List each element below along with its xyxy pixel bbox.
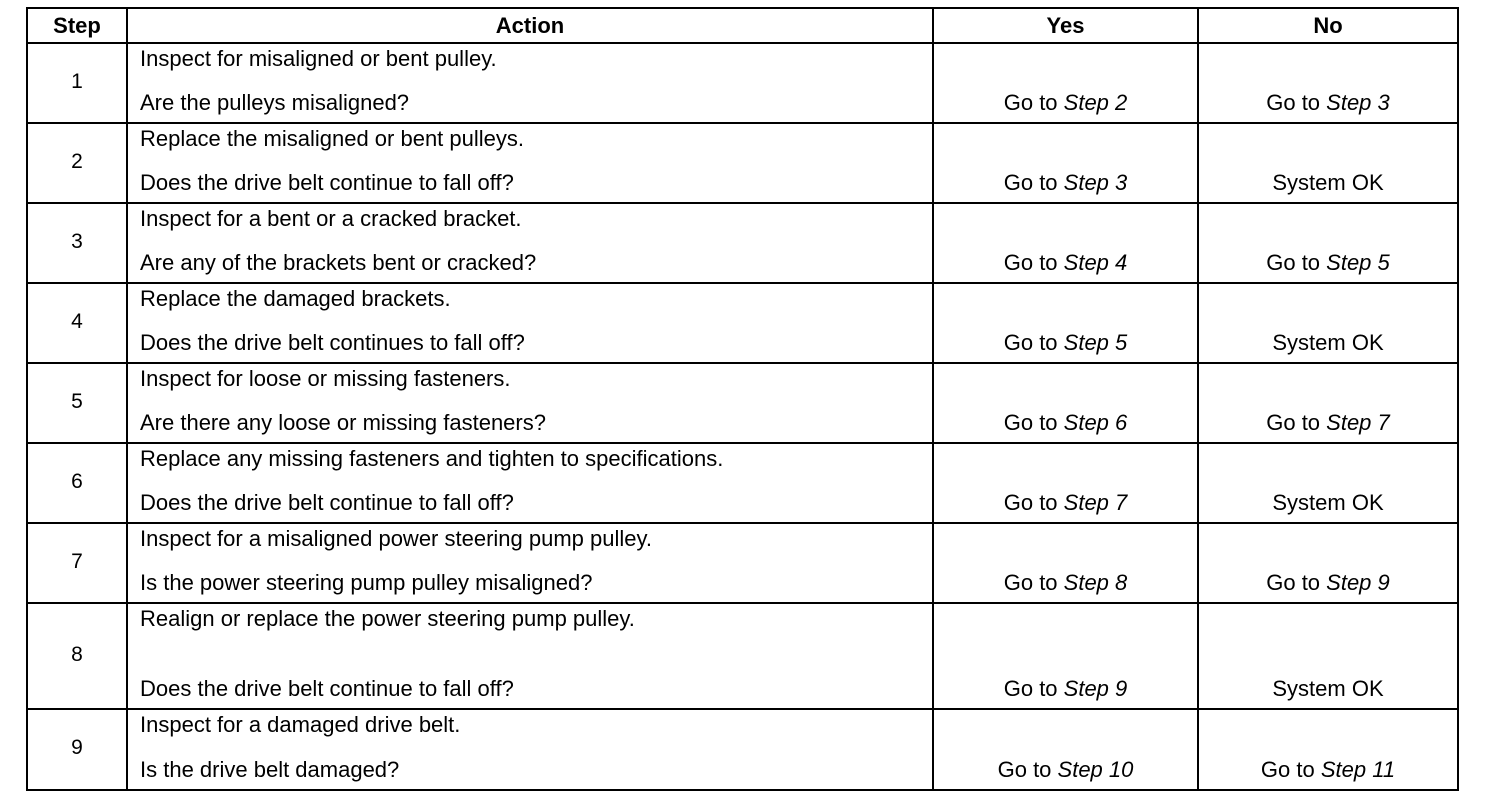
action-instruction: Realign or replace the power steering pump pulley. xyxy=(140,606,635,631)
table-row xyxy=(27,603,1458,709)
action-question: Does the drive belt continue to fall off? xyxy=(140,170,514,195)
step-number: 8 xyxy=(27,603,127,709)
header-yes: Yes xyxy=(933,8,1198,43)
no-target: Step 11 xyxy=(1320,757,1396,782)
action-question: Are any of the brackets bent or cracked? xyxy=(140,250,537,275)
yes-target: Step 4 xyxy=(1063,250,1128,275)
table-row xyxy=(27,203,1458,283)
yes-cell xyxy=(933,363,1198,443)
action-cell xyxy=(127,203,933,283)
goto-prefix: Go to xyxy=(1003,90,1064,115)
action-instruction: Inspect for a bent or a cracked bracket. xyxy=(140,206,522,231)
no-result: System OK xyxy=(1272,676,1384,701)
header-action: Action xyxy=(127,8,933,43)
action-instruction: Replace the damaged brackets. xyxy=(140,286,451,311)
goto-prefix: Go to xyxy=(1266,250,1327,275)
header-step: Step xyxy=(27,8,127,43)
table-row xyxy=(27,363,1458,443)
header-no: No xyxy=(1198,8,1458,43)
no-cell xyxy=(1198,203,1458,283)
goto-prefix: Go to xyxy=(997,757,1058,782)
goto-prefix: Go to xyxy=(1266,410,1327,435)
action-question: Are the pulleys misaligned? xyxy=(140,90,410,115)
action-instruction: Inspect for a misaligned power steering pump pulley. xyxy=(140,526,652,551)
action-question: Does the drive belt continue to fall off? xyxy=(140,490,514,515)
step-number: 4 xyxy=(27,283,127,363)
yes-target: Step 2 xyxy=(1063,90,1128,115)
action-instruction: Inspect for misaligned or bent pulley. xyxy=(140,46,497,71)
no-cell xyxy=(1198,363,1458,443)
step-number: 6 xyxy=(27,443,127,523)
goto-prefix: Go to xyxy=(1003,170,1064,195)
table-row xyxy=(27,443,1458,523)
yes-target: Step 10 xyxy=(1057,757,1134,782)
no-cell xyxy=(1198,43,1458,123)
action-cell xyxy=(127,123,933,203)
table-row xyxy=(27,709,1458,790)
goto-prefix: Go to xyxy=(1003,490,1064,515)
table-body xyxy=(27,43,1458,790)
goto-prefix: Go to xyxy=(1266,570,1327,595)
table-row xyxy=(27,43,1458,123)
yes-cell xyxy=(933,709,1198,790)
action-instruction: Replace the misaligned or bent pulleys. xyxy=(140,126,525,151)
no-result: System OK xyxy=(1272,490,1384,515)
yes-target: Step 7 xyxy=(1063,490,1128,515)
action-cell xyxy=(127,443,933,523)
action-cell xyxy=(127,603,933,709)
step-number: 1 xyxy=(27,43,127,123)
no-cell xyxy=(1198,603,1458,709)
no-cell xyxy=(1198,283,1458,363)
yes-cell xyxy=(933,123,1198,203)
table-row xyxy=(27,523,1458,603)
yes-target: Step 6 xyxy=(1063,410,1128,435)
diagnostic-table-container xyxy=(26,7,1457,791)
yes-cell xyxy=(933,523,1198,603)
action-question: Is the power steering pump pulley misaligned? xyxy=(140,570,593,595)
no-cell xyxy=(1198,123,1458,203)
yes-cell xyxy=(933,443,1198,523)
goto-prefix: Go to xyxy=(1003,570,1064,595)
no-target: Step 5 xyxy=(1326,250,1390,275)
table-row xyxy=(27,123,1458,203)
yes-target: Step 3 xyxy=(1063,170,1128,195)
action-cell xyxy=(127,709,933,790)
goto-prefix: Go to xyxy=(1003,410,1064,435)
yes-cell xyxy=(933,603,1198,709)
header-row xyxy=(27,8,1458,43)
step-number: 2 xyxy=(27,123,127,203)
no-cell xyxy=(1198,709,1458,790)
yes-target: Step 5 xyxy=(1063,330,1128,355)
no-cell xyxy=(1198,443,1458,523)
goto-prefix: Go to xyxy=(1266,90,1327,115)
yes-target: Step 8 xyxy=(1063,570,1128,595)
step-number: 9 xyxy=(27,709,127,790)
yes-target: Step 9 xyxy=(1063,676,1128,701)
yes-cell xyxy=(933,283,1198,363)
yes-cell xyxy=(933,203,1198,283)
table-row xyxy=(27,283,1458,363)
no-target: Step 7 xyxy=(1326,410,1390,435)
step-number: 7 xyxy=(27,523,127,603)
action-cell xyxy=(127,363,933,443)
no-result: System OK xyxy=(1272,330,1384,355)
yes-cell xyxy=(933,43,1198,123)
no-target: Step 9 xyxy=(1326,570,1390,595)
action-question: Is the drive belt damaged? xyxy=(140,757,400,782)
no-result: System OK xyxy=(1272,170,1384,195)
action-instruction: Replace any missing fasteners and tighten to specifications. xyxy=(140,446,724,471)
action-question: Are there any loose or missing fasteners? xyxy=(140,410,546,435)
action-cell xyxy=(127,283,933,363)
action-question: Does the drive belt continues to fall off? xyxy=(140,330,525,355)
goto-prefix: Go to xyxy=(1003,330,1064,355)
step-number: 3 xyxy=(27,203,127,283)
action-cell xyxy=(127,523,933,603)
diagnostic-table xyxy=(26,7,1459,791)
goto-prefix: Go to xyxy=(1260,757,1321,782)
no-cell xyxy=(1198,523,1458,603)
action-cell xyxy=(127,43,933,123)
step-number: 5 xyxy=(27,363,127,443)
no-target: Step 3 xyxy=(1326,90,1390,115)
goto-prefix: Go to xyxy=(1003,676,1064,701)
action-question: Does the drive belt continue to fall off? xyxy=(140,676,514,701)
action-instruction: Inspect for loose or missing fasteners. xyxy=(140,366,511,391)
goto-prefix: Go to xyxy=(1003,250,1064,275)
action-instruction: Inspect for a damaged drive belt. xyxy=(140,712,461,737)
